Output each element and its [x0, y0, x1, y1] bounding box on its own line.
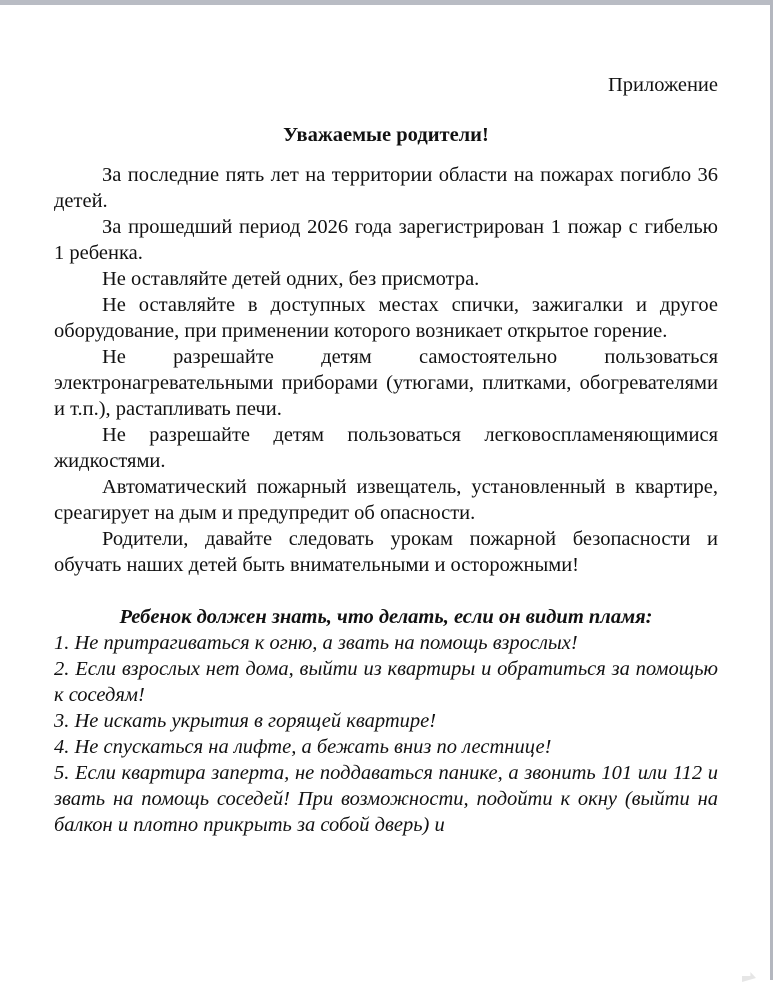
document-page — [54, 72, 718, 838]
paragraph-flammables: Не разрешайте детям пользоваться легковоспламеняющимися жидкостями. — [54, 424, 718, 472]
appendix-label: Приложение — [607, 74, 718, 96]
window-top-border — [0, 0, 773, 5]
rule-item: 2. Если взрослых нет дома, выйти из квартиры и обратиться за помощью к соседям! — [54, 658, 718, 706]
paragraph-statistics: За последние пять лет на территории области на пожарах погибло 36 детей. — [54, 164, 718, 212]
rule-item: 5. Если квартира заперта, не поддаваться панике, а звонить 101 или 112 и звать на помощь соседей! При возможности, подойти к окну (выйти на балкон и плотно прикрыть за собой дверь) и — [54, 762, 718, 836]
rules-heading: Ребенок должен знать, что делать, если он видит пламя: — [119, 606, 653, 628]
paragraph-supervision: Не оставляйте детей одних, без присмотра. — [102, 268, 480, 290]
paragraph-matches: Не оставляйте в доступных местах спички, зажигалки и другое оборудование, при применении которого возникает открытое горение. — [54, 294, 718, 342]
document-title: Уважаемые родители! — [283, 124, 489, 146]
paragraph-appeal: Родители, давайте следовать урокам пожарной безопасности и обучать наших детей быть внимательными и осторожными! — [54, 528, 718, 576]
rule-item: 3. Не искать укрытия в горящей квартире! — [54, 710, 437, 732]
paragraph-current-year: За прошедший период 2026 года зарегистрирован 1 пожар с гибелью 1 ребенка. — [54, 216, 718, 264]
rule-item: 1. Не притрагиваться к огню, а звать на помощь взрослых! — [54, 632, 578, 654]
paragraph-appliances: Не разрешайте детям самостоятельно пользоваться электронагревательными приборами (утюгами, плитками, обогревателями и т.п.), растапливать печи. — [54, 346, 718, 420]
spacer — [54, 578, 718, 604]
rule-item: 4. Не спускаться на лифте, а бежать вниз по лестнице! — [54, 736, 552, 758]
paragraph-smoke-detector: Автоматический пожарный извещатель, установленный в квартире, среагирует на дым и предупредит об опасности. — [54, 476, 718, 524]
next-page-arrow-icon[interactable] — [742, 972, 756, 982]
